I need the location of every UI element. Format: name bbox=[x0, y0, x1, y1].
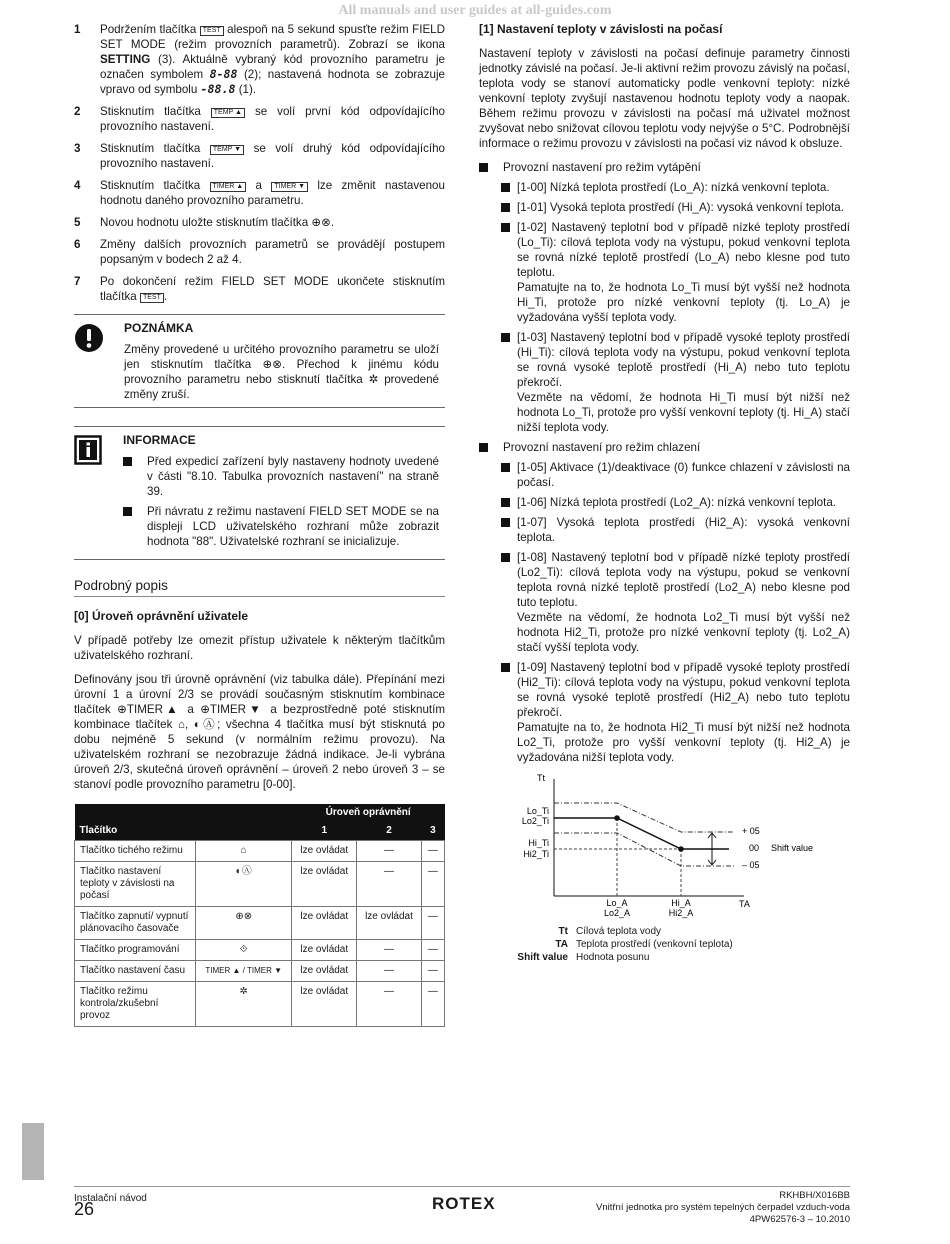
data-point bbox=[678, 846, 684, 852]
temp-down-icon: TEMP ▼ bbox=[210, 145, 244, 155]
shift-label: 00 bbox=[749, 843, 760, 853]
shift-value-label: Shift value bbox=[771, 843, 814, 853]
table-header-level: 2 bbox=[357, 822, 422, 841]
table-group-header: Úroveň oprávnění bbox=[292, 804, 445, 822]
table-header-button: Tlačítko bbox=[75, 822, 196, 841]
step-3: 3 Stisknutím tlačítka TEMP ▼ se volí druhý kód odpovídajícího provozního nastavení. bbox=[74, 142, 445, 170]
heating-heading: Provozní nastavení pro režim vytápění bbox=[479, 160, 850, 175]
info-item: Před expedicí zařízení byly nastaveny hodnoty uvedené v části "8.10. Tabulka provozních nastavení" na straně 39. bbox=[123, 454, 439, 499]
chart-legend bbox=[479, 925, 850, 964]
table-header-level: 1 bbox=[292, 822, 357, 841]
setting-icon: SETTING bbox=[100, 53, 151, 66]
series-line bbox=[554, 818, 729, 849]
x-axis-label: TA bbox=[739, 899, 750, 909]
list-item: [1-02] Nastavený teplotní bod v případě nízké teploty prostředí (Lo_Ti): cílová teplota vody na výstupu, pokud venkovní teplota se rovná nízké teplotě prostředí (Lo_A) nebo klesne pod tuto teplotu. Pamatujte na to, že hodnota Lo_Ti musí být vyšší než hodnota Hi_Ti, protože pro nízké venkovní teploty (tj. Lo_A) je vyžadována vyšší teplota vody. bbox=[501, 220, 850, 325]
timer-up-icon: TIMER ▲ bbox=[210, 182, 247, 192]
program-icon: ⟐ bbox=[196, 940, 292, 961]
permission-table bbox=[74, 804, 445, 1027]
timer-onoff-icon: ⊕⊗ bbox=[311, 216, 331, 229]
step-5: 5 Novou hodnotu uložte stisknutím tlačítka ⊕⊗. bbox=[74, 216, 335, 229]
brand-logo: ROTEX bbox=[432, 1194, 496, 1213]
bullet-icon bbox=[501, 333, 510, 342]
note-box bbox=[74, 314, 445, 408]
y-label: Hi_Ti bbox=[528, 838, 549, 848]
x-label: Hi2_A bbox=[668, 908, 694, 918]
bullet-icon bbox=[501, 183, 510, 192]
y-axis-label: Tt bbox=[537, 773, 545, 783]
timer-onoff-icon: ⊕⊗ bbox=[196, 907, 292, 940]
weather-dependent-icon: ◐Ⓐ bbox=[196, 862, 292, 907]
legend-row: Shift value Hodnota posunu bbox=[517, 952, 650, 963]
table-row: Tlačítko nastavení času TIMER ▲ / TIMER ▼ lze ovládat — — bbox=[75, 961, 445, 982]
bullet-icon bbox=[501, 663, 510, 672]
test-button-icon: TEST bbox=[200, 26, 224, 36]
step-1: 1 Podržením tlačítka TEST alespoň na 5 sekund spusťte režim FIELD SET MODE (režim provozních parametrů). Zobrazí se ikona SETTING (3). Aktuálně vybraný kód provozního parametru je označen symbolem 8-88 (2); nastavená hodnota se zobrazuje vpravo od symbolu -88.8 (1). bbox=[74, 23, 446, 96]
table-row: Tlačítko programování ⟐ lze ovládat — — bbox=[75, 940, 445, 961]
quiet-mode-icon: ⌂ bbox=[196, 841, 292, 862]
watermark: All manuals and user guides at all-guides.com bbox=[338, 3, 612, 18]
x-label: Lo2_A bbox=[603, 908, 631, 918]
y-label: Lo_Ti bbox=[526, 806, 549, 816]
list-item: [1-01] Vysoká teplota prostředí (Hi_A): vysoká venkovní teplota. bbox=[501, 200, 850, 215]
table-row: Tlačítko tichého režimu ⌂ lze ovládat — — bbox=[75, 841, 445, 862]
paragraph: Nastavení teploty v závislosti na počasí definuje parametry činnosti jednotky závislé na počasí. Je-li aktivní režim provozu závislý na počasí, teplota vody se stanoví automaticky podle venkovní teploty: nízké venkovní teploty zvyšují nastavenou hodnotu teploty vody a naopak. Během režimu provozu v závislosti na počasí má uživatel možnost zvyšovat nebo snižovat cílovou teplotu vody nejvýše o 5°C. Podrobnější informace o režimu provozu v závislosti na počasí viz návod k obsluze. bbox=[479, 47, 850, 150]
bullet-icon bbox=[501, 498, 510, 507]
page-edge-tab bbox=[22, 1123, 44, 1180]
list-item: [1-05] Aktivace (1)/deaktivace (0) funkce chlazení v závislosti na počasí. bbox=[501, 460, 850, 490]
list-item: [1-08] Nastavený teplotní bod v případě nízké teploty prostředí (Lo2_Ti): cílová teplota vody na výstupu, pokud se venkovní teplota rovná nízké teplotě prostředí (Lo2_A) nebo klesne pod tuto teplotu. Vezměte na vědomí, že hodnota Lo2_Ti musí být vyšší než hodnota Hi2_Ti, protože pro nízké venkovní teploty (tj. Lo2_A) stačí vyšší teplota vody. bbox=[501, 550, 850, 655]
step-7: 7 Po dokončení režim FIELD SET MODE ukončete stisknutím tlačítka TEST . bbox=[74, 275, 445, 303]
right-column bbox=[479, 22, 850, 964]
x-label: Hi_A bbox=[671, 898, 691, 908]
info-item: Při návratu z režimu nastavení FIELD SET MODE se na displeji LCD uživatelského rozhraní může zobrazit hodnota "88". Uživatelské rozhraní se inicializuje. bbox=[123, 504, 439, 549]
info-icon bbox=[74, 435, 102, 469]
left-column bbox=[74, 22, 445, 1027]
timer-icon: TIMER ▲ / TIMER ▼ bbox=[196, 961, 292, 982]
paragraph: Definovány jsou tři úrovně oprávnění (viz tabulka dále). Přepínání mezi úrovní 1 a úrovní 2/3 se provádí současným stisknutím kombinace tlačítek ⊕TIMER▲ a ⊕TIMER▼ a bezprostředně poté stisknutím kombinace tlačítek ⌂, ◐Ⓐ; všechna 4 tlačítka musí být stisknutá po dobu nejméně 5 sekund (v normálním režimu provozu). Na uživatelském rozhraní se nezobrazuje žádná indikace. Je-li vybrána úroveň 2/3, skutečná úroveň oprávnění – úroveň 2 nebo úroveň 3 – se stanoví podle provozního parametru [0-00]. bbox=[74, 673, 445, 791]
step-6: 6 Změny dalších provozních parametrů se provádějí postupem popsaným v bodech 2 až 4. bbox=[74, 238, 445, 266]
bullet-icon bbox=[479, 163, 488, 172]
note-text: Změny provedené u určitého provozního parametru se uloží jen stisknutím tlačítka ⊕⊗. Přechod k jinému kódu provozního parametru nebo stisknutí tlačítka ✲ provedené změny zruší. bbox=[124, 343, 439, 401]
y-label: Hi2_Ti bbox=[523, 849, 549, 859]
note-title: POZNÁMKA bbox=[124, 321, 194, 335]
bullet-icon bbox=[501, 223, 510, 232]
shift-label: + 05 bbox=[742, 826, 760, 836]
right-title: [1] Nastavení teploty v závislosti na počasí bbox=[479, 22, 723, 36]
exclamation-icon bbox=[74, 323, 104, 357]
footer-doc-title: Instalační návod bbox=[74, 1193, 147, 1204]
page-number: 26 bbox=[74, 1199, 95, 1219]
list-item: [1-09] Nastavený teplotní bod v případě vysoké teploty prostředí (Hi2_Ti): cílová teplota vody na výstupu, pokud venkovní teplota se rovná vysoké teplotě prostředí (Hi2_A) nebo tuto teplotu překročí. Pamatujte na to, že hodnota Hi2_Ti musí být nižší než hodnota Lo2_Ti, protože pro vyšší venkovní teploty (tj. Hi2_A) je vyžadována nižší teplota vody. bbox=[501, 660, 850, 765]
table-row: Tlačítko režimu kontrola/zkušební provoz ✲ lze ovládat — — bbox=[75, 982, 445, 1027]
paragraph: V případě potřeby lze omezit přístup uživatele k některým tlačítkům uživatelského rozhraní. bbox=[74, 634, 445, 662]
shift-label: – 05 bbox=[742, 860, 760, 870]
table-row: Tlačítko zapnutí/ vypnutí plánovacího časovače ⊕⊗ lze ovládat lze ovládat — bbox=[75, 907, 445, 940]
section-title: Podrobný popis bbox=[74, 578, 445, 597]
table-row: Tlačítko nastavení teploty v závislosti na počasí ◐Ⓐ lze ovládat — — bbox=[75, 862, 445, 907]
bullet-icon bbox=[123, 457, 132, 466]
list-item: [1-03] Nastavený teplotní bod v případě vysoké teploty prostředí (Hi_Ti): cílová teplota vody na výstupu, pokud venkovní teplota se rovná vysoké teplotě prostředí (Hi_A) nebo tuto teplotu překročí. Vezměte na vědomí, že hodnota Hi_Ti musí být nižší než hodnota Lo_Ti, protože pro vyšší venkovní teploty (tj. Hi_A) stačí nižší teplota vody. bbox=[501, 330, 850, 435]
bullet-icon bbox=[501, 518, 510, 527]
temp-up-icon: TEMP ▲ bbox=[211, 108, 245, 118]
info-title: INFORMACE bbox=[123, 433, 196, 447]
bullet-icon bbox=[501, 203, 510, 212]
data-point bbox=[614, 815, 620, 821]
y-label: Lo2_Ti bbox=[521, 816, 549, 826]
list-item: [1-07] Vysoká teplota prostředí (Hi2_A): vysoká venkovní teplota. bbox=[501, 515, 850, 545]
step-4: 4 Stisknutím tlačítka TIMER ▲ a TIMER ▼ lze změnit nastavenou hodnotu daného provozního parametru. bbox=[74, 179, 445, 207]
bullet-icon bbox=[501, 463, 510, 472]
test-button-icon: TEST bbox=[140, 293, 164, 303]
legend-row: Tt Cílová teplota vody bbox=[558, 926, 662, 937]
lcd-code-symbol: 8-88 bbox=[209, 67, 238, 81]
bullet-icon bbox=[479, 443, 488, 452]
footer-divider bbox=[74, 1186, 850, 1187]
list-item: [1-06] Nízká teplota prostředí (Lo2_A): nízká venkovní teplota. bbox=[501, 495, 850, 510]
bullet-icon bbox=[501, 553, 510, 562]
shift-value-chart bbox=[499, 771, 829, 921]
timer-down-icon: TIMER ▼ bbox=[271, 182, 308, 192]
list-item: [1-00] Nízká teplota prostředí (Lo_A): nízká venkovní teplota. bbox=[501, 180, 850, 195]
x-label: Lo_A bbox=[606, 898, 628, 908]
legend-row: TA Teplota prostředí (venkovní teplota) bbox=[555, 939, 733, 950]
cooling-heading: Provozní nastavení pro režim chlazení bbox=[479, 440, 850, 455]
info-box bbox=[74, 426, 445, 560]
subsection-title: [0] Úroveň oprávnění uživatele bbox=[74, 609, 249, 623]
table-header-level: 3 bbox=[421, 822, 444, 841]
lcd-value-symbol: -88.8 bbox=[200, 82, 236, 96]
footer-doc-info: RKHBH/X016BB Vnitřní jednotka pro systém tepelných čerpadel vzduch-voda 4PW62576-3 – 10.2010 bbox=[596, 1190, 850, 1225]
bullet-icon bbox=[123, 507, 132, 516]
step-2: 2 Stisknutím tlačítka TEMP ▲ se volí první kód odpovídajícího provozního nastavení. bbox=[74, 105, 445, 133]
test-icon: ✲ bbox=[196, 982, 292, 1027]
